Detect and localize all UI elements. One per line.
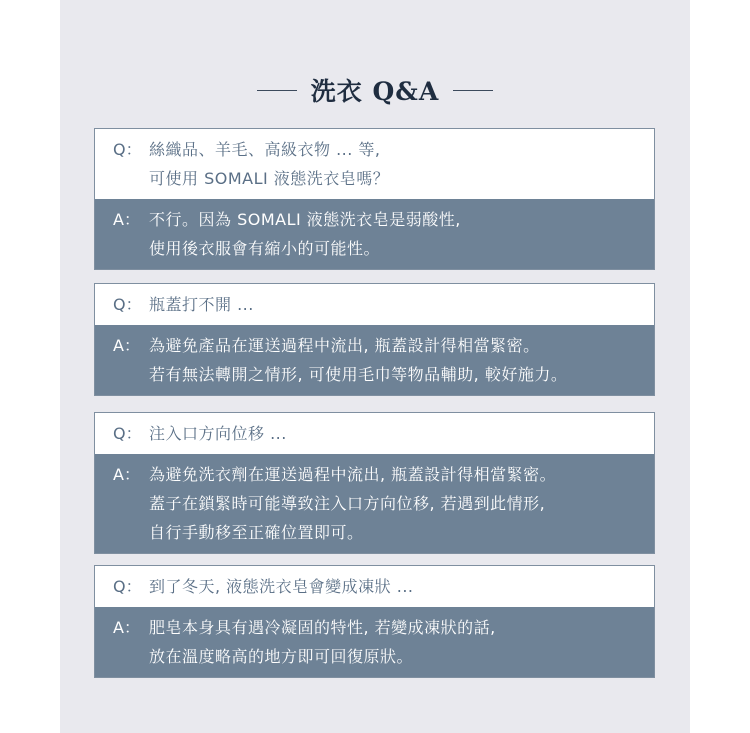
- answer-prefix: A：: [113, 336, 140, 355]
- question-line: 注入口方向位移 ...: [149, 424, 287, 443]
- question-prefix: Q：: [113, 295, 142, 314]
- question-line: 瓶蓋打不開 ...: [149, 295, 254, 314]
- qa-card-2: [94, 283, 655, 396]
- question-prefix: Q：: [113, 577, 142, 596]
- answer-block: [95, 607, 654, 677]
- question-block: [95, 413, 654, 454]
- answer-block: [95, 325, 654, 395]
- answer-prefix: A：: [113, 618, 140, 637]
- right-dash-divider: [453, 90, 493, 91]
- answer-prefix: A：: [113, 210, 140, 229]
- answer-line: 放在溫度略高的地方即可回復原狀。: [149, 647, 414, 666]
- question-prefix: Q：: [113, 140, 142, 159]
- answer-prefix: A：: [113, 465, 140, 484]
- qa-card-4: [94, 565, 655, 678]
- answer-line: 使用後衣服會有縮小的可能性。: [149, 239, 381, 258]
- qa-card-3: [94, 412, 655, 554]
- answer-line: 為避免產品在運送過程中流出, 瓶蓋設計得相當緊密。: [149, 336, 540, 355]
- answer-block: [95, 199, 654, 269]
- answer-line: 不行。因為 SOMALI 液態洗衣皂是弱酸性,: [149, 210, 461, 229]
- question-block: [95, 284, 654, 325]
- content-panel: [60, 0, 690, 733]
- qa-card-1: [94, 128, 655, 270]
- answer-line: 為避免洗衣劑在運送過程中流出, 瓶蓋設計得相當緊密。: [149, 465, 557, 484]
- left-dash-divider: [257, 90, 297, 91]
- section-title: 洗衣 Q&A: [310, 77, 440, 106]
- answer-line: 肥皂本身具有遇冷凝固的特性, 若變成凍狀的話,: [149, 618, 496, 637]
- question-line: 絲織品、羊毛、高級衣物 ... 等,: [149, 140, 381, 159]
- section-header: [60, 68, 690, 112]
- question-block: [95, 566, 654, 607]
- answer-line: 自行手動移至正確位置即可。: [149, 523, 364, 542]
- question-line: 到了冬天, 液態洗衣皂會變成凍狀 ...: [149, 577, 414, 596]
- question-line: 可使用 SOMALI 液態洗衣皂嗎？: [149, 169, 390, 188]
- answer-line: 若有無法轉開之情形, 可使用毛巾等物品輔助, 較好施力。: [149, 365, 568, 384]
- answer-block: [95, 454, 654, 553]
- answer-line: 蓋子在鎖緊時可能導致注入口方向位移, 若遇到此情形,: [149, 494, 546, 513]
- question-prefix: Q：: [113, 424, 142, 443]
- question-block: [95, 129, 654, 199]
